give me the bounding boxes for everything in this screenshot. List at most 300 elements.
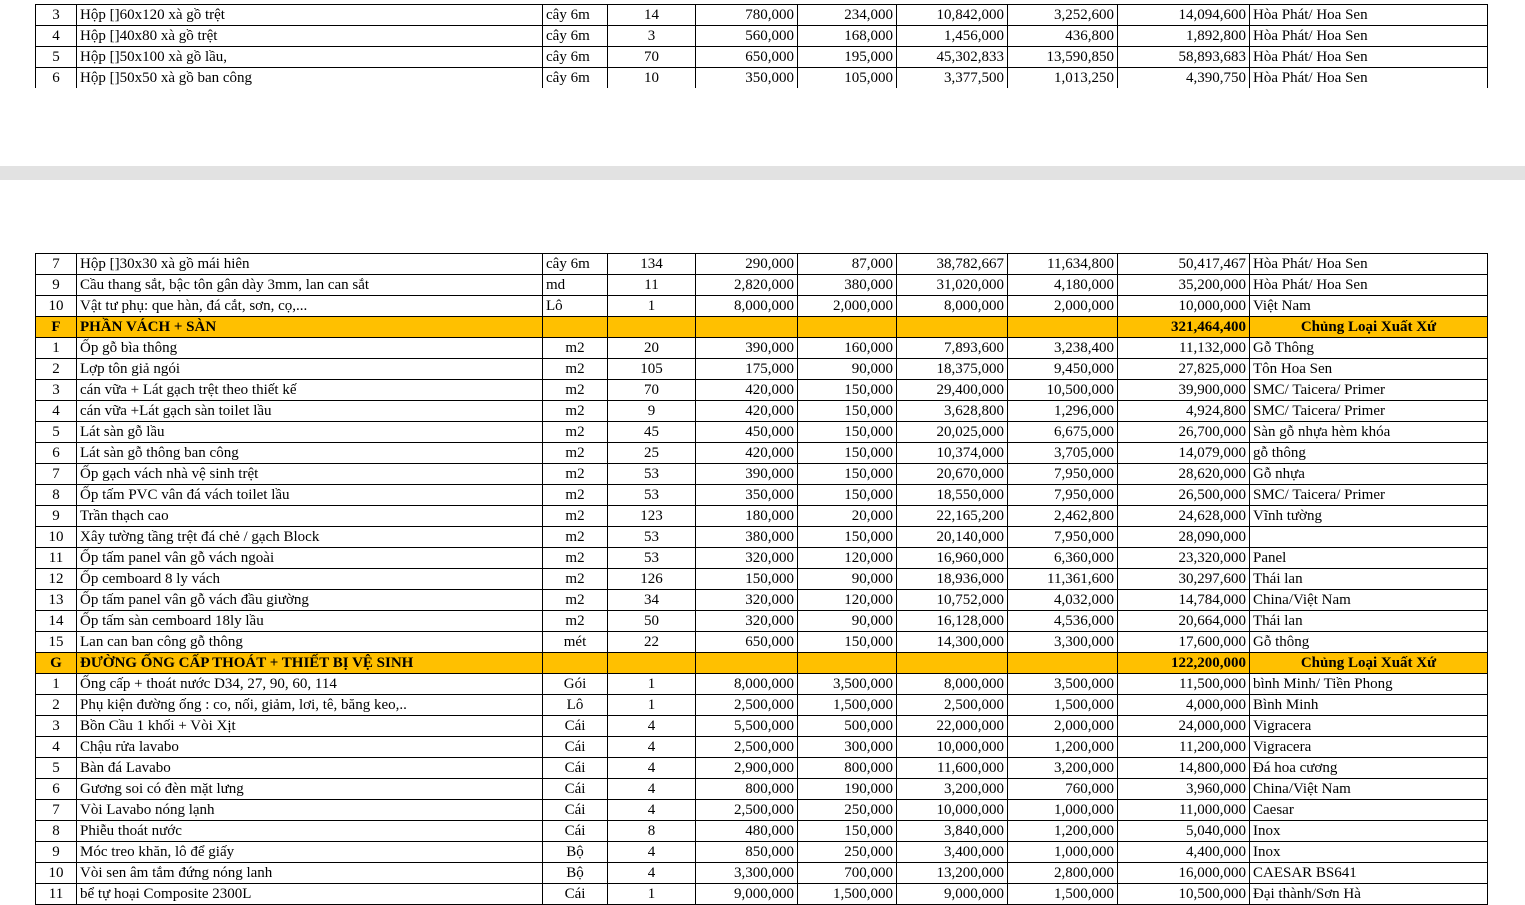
- cell-unit[interactable]: m2: [543, 359, 608, 380]
- cell-row-number[interactable]: 6: [36, 68, 77, 89]
- cell-origin[interactable]: Gỗ thông: [1250, 632, 1488, 653]
- cell-unit-price-material[interactable]: 150,000: [696, 569, 798, 590]
- cell-origin[interactable]: Hòa Phát/ Hoa Sen: [1250, 5, 1488, 26]
- cell-unit[interactable]: m2: [543, 569, 608, 590]
- cell-unit-price-labor[interactable]: 150,000: [798, 401, 897, 422]
- cell-origin[interactable]: China/Việt Nam: [1250, 590, 1488, 611]
- cell-row-number[interactable]: 6: [36, 443, 77, 464]
- cell-unit-price-material[interactable]: 175,000: [696, 359, 798, 380]
- cell-total-amount[interactable]: 4,000,000: [1118, 695, 1250, 716]
- cell-total-labor[interactable]: 4,032,000: [1008, 590, 1118, 611]
- cell-quantity[interactable]: 45: [608, 422, 696, 443]
- cell-item-name[interactable]: Vòi Lavabo nóng lạnh: [77, 800, 543, 821]
- cell-item-name[interactable]: Bồn Cầu 1 khối + Vòi Xịt: [77, 716, 543, 737]
- cell-unit-price-labor[interactable]: 190,000: [798, 779, 897, 800]
- cell-total-material[interactable]: 18,936,000: [897, 569, 1008, 590]
- cell-item-name[interactable]: Hộp []30x30 xà gồ mái hiên: [77, 254, 543, 275]
- cell-total-amount[interactable]: 11,000,000: [1118, 800, 1250, 821]
- cell-total-material[interactable]: 3,628,800: [897, 401, 1008, 422]
- cell-origin[interactable]: Gỗ nhựa: [1250, 464, 1488, 485]
- cell-total-amount[interactable]: 4,400,000: [1118, 842, 1250, 863]
- cell-unit-price-material[interactable]: 420,000: [696, 380, 798, 401]
- cell-total-material[interactable]: 22,165,200: [897, 506, 1008, 527]
- cell-unit-price-material[interactable]: 780,000: [696, 5, 798, 26]
- cell-total-labor[interactable]: 3,300,000: [1008, 632, 1118, 653]
- cell-quantity[interactable]: 4: [608, 716, 696, 737]
- cell-unit[interactable]: m2: [543, 464, 608, 485]
- cell-total-labor[interactable]: 11,361,600: [1008, 569, 1118, 590]
- cell-unit-price-material[interactable]: 180,000: [696, 506, 798, 527]
- cell-total-labor[interactable]: 4,536,000: [1008, 611, 1118, 632]
- cell-total-material[interactable]: 38,782,667: [897, 254, 1008, 275]
- cell-unit[interactable]: [543, 653, 608, 674]
- cell-quantity[interactable]: 22: [608, 632, 696, 653]
- cell-row-number[interactable]: 3: [36, 380, 77, 401]
- cell-quantity[interactable]: 70: [608, 380, 696, 401]
- cell-unit-price-labor[interactable]: 105,000: [798, 68, 897, 89]
- cell-quantity[interactable]: [608, 317, 696, 338]
- cell-total-labor[interactable]: 9,450,000: [1008, 359, 1118, 380]
- cell-total-labor[interactable]: 13,590,850: [1008, 47, 1118, 68]
- cell-unit[interactable]: Gói: [543, 674, 608, 695]
- cell-unit-price-labor[interactable]: 1,500,000: [798, 884, 897, 905]
- cell-total-material[interactable]: 22,000,000: [897, 716, 1008, 737]
- cell-total-labor[interactable]: 1,000,000: [1008, 800, 1118, 821]
- cell-total-material[interactable]: 10,842,000: [897, 5, 1008, 26]
- cell-total-labor[interactable]: 6,675,000: [1008, 422, 1118, 443]
- cell-row-number[interactable]: 1: [36, 674, 77, 695]
- cell-total-labor[interactable]: [1008, 317, 1118, 338]
- cell-unit-price-material[interactable]: 450,000: [696, 422, 798, 443]
- cell-unit[interactable]: Cái: [543, 758, 608, 779]
- cell-total-amount[interactable]: 1,892,800: [1118, 26, 1250, 47]
- cell-unit-price-labor[interactable]: 90,000: [798, 611, 897, 632]
- cell-total-amount[interactable]: 58,893,683: [1118, 47, 1250, 68]
- cell-origin[interactable]: SMC/ Taicera/ Primer: [1250, 380, 1488, 401]
- cell-unit[interactable]: mét: [543, 632, 608, 653]
- cell-total-material[interactable]: 10,752,000: [897, 590, 1008, 611]
- cell-item-name[interactable]: Hộp []40x80 xà gồ trệt: [77, 26, 543, 47]
- cell-item-name[interactable]: Xây tường tầng trệt đá chẻ / gạch Block: [77, 527, 543, 548]
- cell-total-material[interactable]: [897, 653, 1008, 674]
- cell-origin[interactable]: Hòa Phát/ Hoa Sen: [1250, 26, 1488, 47]
- cell-quantity[interactable]: 50: [608, 611, 696, 632]
- cell-item-name[interactable]: Lợp tôn giả ngói: [77, 359, 543, 380]
- cell-unit[interactable]: Cái: [543, 779, 608, 800]
- cell-origin[interactable]: Caesar: [1250, 800, 1488, 821]
- cell-origin[interactable]: Inox: [1250, 821, 1488, 842]
- cell-origin[interactable]: Đại thành/Sơn Hà: [1250, 884, 1488, 905]
- cell-unit-price-labor[interactable]: 160,000: [798, 338, 897, 359]
- cell-unit[interactable]: m2: [543, 338, 608, 359]
- cell-origin[interactable]: [1250, 527, 1488, 548]
- cell-row-number[interactable]: F: [36, 317, 77, 338]
- cell-unit-price-material[interactable]: 9,000,000: [696, 884, 798, 905]
- cell-quantity[interactable]: 1: [608, 674, 696, 695]
- cell-total-amount[interactable]: 30,297,600: [1118, 569, 1250, 590]
- cell-row-number[interactable]: 4: [36, 737, 77, 758]
- cell-total-amount[interactable]: 321,464,400: [1118, 317, 1250, 338]
- cell-total-amount[interactable]: 50,417,467: [1118, 254, 1250, 275]
- cell-unit-price-labor[interactable]: 700,000: [798, 863, 897, 884]
- cell-unit-price-material[interactable]: [696, 317, 798, 338]
- cell-total-labor[interactable]: 1,200,000: [1008, 821, 1118, 842]
- cell-total-labor[interactable]: 3,500,000: [1008, 674, 1118, 695]
- cell-item-name[interactable]: Lan can ban công gỗ thông: [77, 632, 543, 653]
- cell-total-amount[interactable]: 11,132,000: [1118, 338, 1250, 359]
- cell-unit-price-material[interactable]: 650,000: [696, 632, 798, 653]
- cell-total-amount[interactable]: 24,000,000: [1118, 716, 1250, 737]
- cell-unit[interactable]: m2: [543, 527, 608, 548]
- cell-unit-price-labor[interactable]: 150,000: [798, 464, 897, 485]
- cell-total-material[interactable]: 9,000,000: [897, 884, 1008, 905]
- cell-total-amount[interactable]: 26,700,000: [1118, 422, 1250, 443]
- cell-unit-price-material[interactable]: 480,000: [696, 821, 798, 842]
- cell-total-amount[interactable]: 16,000,000: [1118, 863, 1250, 884]
- cell-total-amount[interactable]: 24,628,000: [1118, 506, 1250, 527]
- cell-unit[interactable]: Lô: [543, 695, 608, 716]
- cell-unit-price-labor[interactable]: 1,500,000: [798, 695, 897, 716]
- cell-total-amount[interactable]: 122,200,000: [1118, 653, 1250, 674]
- cell-item-name[interactable]: Hộp []60x120 xà gồ trệt: [77, 5, 543, 26]
- cell-unit-price-labor[interactable]: 380,000: [798, 275, 897, 296]
- cell-total-material[interactable]: [897, 317, 1008, 338]
- cell-unit-price-labor[interactable]: 150,000: [798, 632, 897, 653]
- cell-unit[interactable]: Cái: [543, 800, 608, 821]
- cell-origin[interactable]: Tôn Hoa Sen: [1250, 359, 1488, 380]
- cell-total-labor[interactable]: 3,238,400: [1008, 338, 1118, 359]
- cell-item-name[interactable]: Lát sàn gỗ thông ban công: [77, 443, 543, 464]
- cell-row-number[interactable]: 10: [36, 863, 77, 884]
- cell-total-labor[interactable]: 1,200,000: [1008, 737, 1118, 758]
- cell-item-name[interactable]: Vòi sen âm tắm đứng nóng lanh: [77, 863, 543, 884]
- cell-row-number[interactable]: 8: [36, 485, 77, 506]
- cell-total-labor[interactable]: 10,500,000: [1008, 380, 1118, 401]
- cell-total-amount[interactable]: 10,500,000: [1118, 884, 1250, 905]
- cell-total-amount[interactable]: 35,200,000: [1118, 275, 1250, 296]
- cell-total-amount[interactable]: 14,094,600: [1118, 5, 1250, 26]
- cell-total-amount[interactable]: 17,600,000: [1118, 632, 1250, 653]
- cell-unit-price-labor[interactable]: 150,000: [798, 485, 897, 506]
- cell-unit[interactable]: [543, 317, 608, 338]
- cell-unit-price-labor[interactable]: 2,000,000: [798, 296, 897, 317]
- cell-row-number[interactable]: 11: [36, 548, 77, 569]
- cell-unit[interactable]: Bộ: [543, 842, 608, 863]
- cell-total-material[interactable]: 3,400,000: [897, 842, 1008, 863]
- cell-quantity[interactable]: 14: [608, 5, 696, 26]
- cell-unit-price-labor[interactable]: 800,000: [798, 758, 897, 779]
- cell-quantity[interactable]: 53: [608, 527, 696, 548]
- cell-quantity[interactable]: 4: [608, 737, 696, 758]
- cell-total-labor[interactable]: 760,000: [1008, 779, 1118, 800]
- cell-row-number[interactable]: 3: [36, 5, 77, 26]
- cell-unit-price-labor[interactable]: 150,000: [798, 380, 897, 401]
- cell-origin[interactable]: bình Minh/ Tiền Phong: [1250, 674, 1488, 695]
- cell-quantity[interactable]: 1: [608, 296, 696, 317]
- cell-total-labor[interactable]: 7,950,000: [1008, 464, 1118, 485]
- cell-item-name[interactable]: Phụ kiện đường ống : co, nối, giảm, lơi, tê, băng keo,..: [77, 695, 543, 716]
- cell-row-number[interactable]: 14: [36, 611, 77, 632]
- cell-origin[interactable]: Vigracera: [1250, 716, 1488, 737]
- cell-total-labor[interactable]: 6,360,000: [1008, 548, 1118, 569]
- cell-item-name[interactable]: Ốp cemboard 8 ly vách: [77, 569, 543, 590]
- cell-unit[interactable]: m2: [543, 506, 608, 527]
- cell-unit[interactable]: m2: [543, 548, 608, 569]
- cell-origin[interactable]: Bình Minh: [1250, 695, 1488, 716]
- cell-row-number[interactable]: 5: [36, 758, 77, 779]
- cell-total-material[interactable]: 8,000,000: [897, 296, 1008, 317]
- cell-origin[interactable]: Inox: [1250, 842, 1488, 863]
- cell-row-number[interactable]: 4: [36, 401, 77, 422]
- cell-unit-price-labor[interactable]: 150,000: [798, 422, 897, 443]
- cell-unit[interactable]: m2: [543, 380, 608, 401]
- cell-origin[interactable]: SMC/ Taicera/ Primer: [1250, 401, 1488, 422]
- cell-unit[interactable]: cây 6m: [543, 47, 608, 68]
- cell-origin[interactable]: gỗ thông: [1250, 443, 1488, 464]
- cell-row-number[interactable]: 5: [36, 47, 77, 68]
- cell-total-labor[interactable]: 11,634,800: [1008, 254, 1118, 275]
- cell-total-material[interactable]: 13,200,000: [897, 863, 1008, 884]
- cell-unit-price-material[interactable]: 320,000: [696, 548, 798, 569]
- cell-total-labor[interactable]: 2,462,800: [1008, 506, 1118, 527]
- cell-row-number[interactable]: 2: [36, 359, 77, 380]
- cell-origin[interactable]: Chủng Loại Xuất Xứ: [1250, 317, 1488, 338]
- cell-total-amount[interactable]: 26,500,000: [1118, 485, 1250, 506]
- cell-unit[interactable]: m2: [543, 443, 608, 464]
- cell-unit-price-labor[interactable]: 234,000: [798, 5, 897, 26]
- cell-total-labor[interactable]: 1,500,000: [1008, 695, 1118, 716]
- cell-total-amount[interactable]: 4,390,750: [1118, 68, 1250, 89]
- cell-total-labor[interactable]: 7,950,000: [1008, 485, 1118, 506]
- cell-quantity[interactable]: 126: [608, 569, 696, 590]
- cell-unit-price-material[interactable]: 560,000: [696, 26, 798, 47]
- cell-row-number[interactable]: 2: [36, 695, 77, 716]
- cell-origin[interactable]: Thái lan: [1250, 569, 1488, 590]
- cell-origin[interactable]: Đá hoa cương: [1250, 758, 1488, 779]
- cell-quantity[interactable]: 34: [608, 590, 696, 611]
- cell-total-material[interactable]: 8,000,000: [897, 674, 1008, 695]
- cell-total-material[interactable]: 3,840,000: [897, 821, 1008, 842]
- cell-item-name[interactable]: Ốp tấm panel vân gỗ vách đầu giường: [77, 590, 543, 611]
- cell-row-number[interactable]: 3: [36, 716, 77, 737]
- cell-origin[interactable]: Sàn gỗ nhựa hèm khóa: [1250, 422, 1488, 443]
- cell-total-amount[interactable]: 10,000,000: [1118, 296, 1250, 317]
- cell-total-material[interactable]: 2,500,000: [897, 695, 1008, 716]
- cell-total-labor[interactable]: 3,705,000: [1008, 443, 1118, 464]
- cell-item-name[interactable]: Ốp tấm PVC vân đá vách toilet lầu: [77, 485, 543, 506]
- cell-unit-price-material[interactable]: 2,500,000: [696, 695, 798, 716]
- cell-total-labor[interactable]: 1,296,000: [1008, 401, 1118, 422]
- cell-item-name[interactable]: Phiễu thoát nước: [77, 821, 543, 842]
- cell-row-number[interactable]: 13: [36, 590, 77, 611]
- cell-total-labor[interactable]: 3,252,600: [1008, 5, 1118, 26]
- cell-row-number[interactable]: 9: [36, 275, 77, 296]
- cell-quantity[interactable]: 53: [608, 485, 696, 506]
- cell-unit-price-material[interactable]: 5,500,000: [696, 716, 798, 737]
- cell-total-material[interactable]: 18,550,000: [897, 485, 1008, 506]
- cell-origin[interactable]: SMC/ Taicera/ Primer: [1250, 485, 1488, 506]
- cell-total-amount[interactable]: 4,924,800: [1118, 401, 1250, 422]
- cell-unit-price-material[interactable]: 390,000: [696, 464, 798, 485]
- cell-unit-price-labor[interactable]: 20,000: [798, 506, 897, 527]
- cell-quantity[interactable]: 134: [608, 254, 696, 275]
- cell-total-material[interactable]: 18,375,000: [897, 359, 1008, 380]
- cell-total-labor[interactable]: 3,200,000: [1008, 758, 1118, 779]
- cell-unit-price-labor[interactable]: 150,000: [798, 821, 897, 842]
- cell-total-amount[interactable]: 11,200,000: [1118, 737, 1250, 758]
- cell-unit-price-material[interactable]: 850,000: [696, 842, 798, 863]
- cell-total-labor[interactable]: 1,500,000: [1008, 884, 1118, 905]
- cell-unit[interactable]: m2: [543, 401, 608, 422]
- cell-unit[interactable]: m2: [543, 485, 608, 506]
- cell-unit[interactable]: Bộ: [543, 863, 608, 884]
- cell-item-name[interactable]: Hộp []50x50 xà gồ ban công: [77, 68, 543, 89]
- cell-row-number[interactable]: 15: [36, 632, 77, 653]
- cell-total-material[interactable]: 10,000,000: [897, 800, 1008, 821]
- cell-item-name[interactable]: Trần thạch cao: [77, 506, 543, 527]
- cell-total-amount[interactable]: 14,079,000: [1118, 443, 1250, 464]
- cell-unit[interactable]: cây 6m: [543, 26, 608, 47]
- cell-unit-price-labor[interactable]: 250,000: [798, 800, 897, 821]
- cell-unit-price-material[interactable]: 290,000: [696, 254, 798, 275]
- cell-unit-price-material[interactable]: 2,900,000: [696, 758, 798, 779]
- cell-total-material[interactable]: 20,140,000: [897, 527, 1008, 548]
- cell-quantity[interactable]: 53: [608, 464, 696, 485]
- cell-unit-price-material[interactable]: 320,000: [696, 611, 798, 632]
- cell-unit-price-material[interactable]: 650,000: [696, 47, 798, 68]
- cell-origin[interactable]: Thái lan: [1250, 611, 1488, 632]
- cell-row-number[interactable]: 8: [36, 821, 77, 842]
- cell-total-labor[interactable]: 4,180,000: [1008, 275, 1118, 296]
- cell-unit-price-material[interactable]: 800,000: [696, 779, 798, 800]
- cell-unit-price-material[interactable]: 320,000: [696, 590, 798, 611]
- cell-unit[interactable]: Cái: [543, 884, 608, 905]
- cell-quantity[interactable]: 10: [608, 68, 696, 89]
- cell-origin[interactable]: China/Việt Nam: [1250, 779, 1488, 800]
- cell-quantity[interactable]: 1: [608, 695, 696, 716]
- cell-row-number[interactable]: 1: [36, 338, 77, 359]
- cell-unit-price-material[interactable]: 420,000: [696, 401, 798, 422]
- cell-item-name[interactable]: cán vữa + Lát gạch trệt theo thiết kế: [77, 380, 543, 401]
- cell-unit-price-material[interactable]: 380,000: [696, 527, 798, 548]
- cell-total-labor[interactable]: 2,800,000: [1008, 863, 1118, 884]
- cell-quantity[interactable]: 4: [608, 863, 696, 884]
- cell-item-name[interactable]: Lát sàn gỗ lầu: [77, 422, 543, 443]
- cell-origin[interactable]: Hòa Phát/ Hoa Sen: [1250, 68, 1488, 89]
- cell-row-number[interactable]: 6: [36, 779, 77, 800]
- cell-total-material[interactable]: 10,000,000: [897, 737, 1008, 758]
- cell-total-labor[interactable]: [1008, 653, 1118, 674]
- cell-origin[interactable]: Gỗ Thông: [1250, 338, 1488, 359]
- cell-unit-price-labor[interactable]: 3,500,000: [798, 674, 897, 695]
- cell-total-material[interactable]: 16,960,000: [897, 548, 1008, 569]
- cell-item-name[interactable]: Cầu thang sắt, bậc tôn gân dày 3mm, lan can sắt: [77, 275, 543, 296]
- cell-total-material[interactable]: 14,300,000: [897, 632, 1008, 653]
- cell-unit-price-labor[interactable]: 195,000: [798, 47, 897, 68]
- cell-origin[interactable]: Hòa Phát/ Hoa Sen: [1250, 254, 1488, 275]
- cell-item-name[interactable]: ĐƯỜNG ỐNG CẤP THOÁT + THIẾT BỊ VỆ SINH: [77, 653, 543, 674]
- cell-total-material[interactable]: 10,374,000: [897, 443, 1008, 464]
- cell-unit[interactable]: md: [543, 275, 608, 296]
- cell-total-amount[interactable]: 14,784,000: [1118, 590, 1250, 611]
- cell-row-number[interactable]: 10: [36, 296, 77, 317]
- cell-item-name[interactable]: Hộp []50x100 xà gồ lầu,: [77, 47, 543, 68]
- cell-total-amount[interactable]: 20,664,000: [1118, 611, 1250, 632]
- cell-total-labor[interactable]: 2,000,000: [1008, 296, 1118, 317]
- cell-quantity[interactable]: 8: [608, 821, 696, 842]
- cell-unit[interactable]: m2: [543, 611, 608, 632]
- cell-quantity[interactable]: 4: [608, 758, 696, 779]
- cell-quantity[interactable]: [608, 653, 696, 674]
- cell-item-name[interactable]: Ốp gạch vách nhà vệ sinh trệt: [77, 464, 543, 485]
- cell-origin[interactable]: Việt Nam: [1250, 296, 1488, 317]
- cell-unit-price-material[interactable]: 8,000,000: [696, 296, 798, 317]
- cell-item-name[interactable]: bể tự hoại Composite 2300L: [77, 884, 543, 905]
- cell-row-number[interactable]: 12: [36, 569, 77, 590]
- cell-total-material[interactable]: 20,670,000: [897, 464, 1008, 485]
- cell-total-material[interactable]: 3,200,000: [897, 779, 1008, 800]
- cell-total-amount[interactable]: 5,040,000: [1118, 821, 1250, 842]
- cell-total-material[interactable]: 7,893,600: [897, 338, 1008, 359]
- cell-row-number[interactable]: 7: [36, 254, 77, 275]
- cell-origin[interactable]: Hòa Phát/ Hoa Sen: [1250, 47, 1488, 68]
- cell-origin[interactable]: Panel: [1250, 548, 1488, 569]
- cell-unit-price-material[interactable]: 2,500,000: [696, 800, 798, 821]
- cell-total-material[interactable]: 11,600,000: [897, 758, 1008, 779]
- cell-unit-price-labor[interactable]: 500,000: [798, 716, 897, 737]
- cell-row-number[interactable]: 7: [36, 800, 77, 821]
- cell-total-amount[interactable]: 28,620,000: [1118, 464, 1250, 485]
- cell-item-name[interactable]: Ốp tấm panel vân gỗ vách ngoài: [77, 548, 543, 569]
- cell-total-material[interactable]: 31,020,000: [897, 275, 1008, 296]
- cell-quantity[interactable]: 53: [608, 548, 696, 569]
- cell-total-material[interactable]: 16,128,000: [897, 611, 1008, 632]
- cell-item-name[interactable]: Chậu rửa lavabo: [77, 737, 543, 758]
- cell-unit-price-labor[interactable]: 120,000: [798, 590, 897, 611]
- cell-quantity[interactable]: 4: [608, 779, 696, 800]
- cell-quantity[interactable]: 11: [608, 275, 696, 296]
- cell-total-amount[interactable]: 28,090,000: [1118, 527, 1250, 548]
- cell-row-number[interactable]: 4: [36, 26, 77, 47]
- cell-unit-price-labor[interactable]: 250,000: [798, 842, 897, 863]
- cell-unit[interactable]: Cái: [543, 821, 608, 842]
- cell-total-material[interactable]: 1,456,000: [897, 26, 1008, 47]
- cell-unit-price-material[interactable]: 420,000: [696, 443, 798, 464]
- cell-total-material[interactable]: 3,377,500: [897, 68, 1008, 89]
- cell-row-number[interactable]: 9: [36, 506, 77, 527]
- cell-item-name[interactable]: Ốp gỗ bìa thông: [77, 338, 543, 359]
- cell-row-number[interactable]: 10: [36, 527, 77, 548]
- cell-total-labor[interactable]: 436,800: [1008, 26, 1118, 47]
- cell-unit-price-material[interactable]: 390,000: [696, 338, 798, 359]
- cell-unit-price-labor[interactable]: 300,000: [798, 737, 897, 758]
- cell-total-amount[interactable]: 39,900,000: [1118, 380, 1250, 401]
- cell-unit-price-material[interactable]: 350,000: [696, 485, 798, 506]
- cell-item-name[interactable]: Vật tư phụ: que hàn, đá cắt, sơn, cọ,...: [77, 296, 543, 317]
- cell-quantity[interactable]: 20: [608, 338, 696, 359]
- cell-row-number[interactable]: 7: [36, 464, 77, 485]
- cell-unit-price-labor[interactable]: 150,000: [798, 527, 897, 548]
- cell-total-amount[interactable]: 23,320,000: [1118, 548, 1250, 569]
- cell-unit[interactable]: Cái: [543, 737, 608, 758]
- cell-unit-price-labor[interactable]: 150,000: [798, 443, 897, 464]
- cell-unit-price-material[interactable]: 8,000,000: [696, 674, 798, 695]
- cell-total-labor[interactable]: 1,000,000: [1008, 842, 1118, 863]
- cell-origin[interactable]: Chủng Loại Xuất Xứ: [1250, 653, 1488, 674]
- cell-total-amount[interactable]: 27,825,000: [1118, 359, 1250, 380]
- cell-unit[interactable]: cây 6m: [543, 254, 608, 275]
- cell-total-material[interactable]: 29,400,000: [897, 380, 1008, 401]
